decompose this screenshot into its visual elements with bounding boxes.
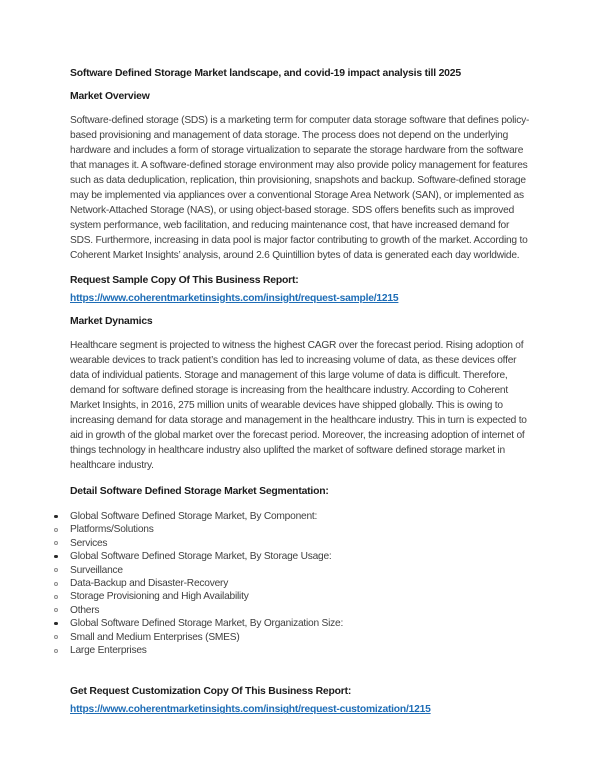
list-item	[70, 631, 534, 644]
list-item-label: Others	[70, 604, 100, 616]
list-item-label: Platforms/Solutions	[70, 524, 154, 536]
market-overview-heading: Market Overview	[70, 91, 150, 102]
bullet-hollow-icon	[54, 649, 58, 653]
customization-heading: Get Request Customization Copy Of This Business Report:	[70, 686, 352, 698]
list-item	[70, 577, 534, 590]
bullet-hollow-icon	[54, 635, 58, 639]
list-item	[70, 523, 534, 536]
bullet-filled-icon	[54, 515, 58, 519]
bullet-hollow-icon	[54, 595, 58, 599]
customization-link[interactable]: https://www.coherentmarketinsights.com/insight/request-customization/1215	[70, 704, 431, 716]
market-dynamics-paragraph: Healthcare segment is projected to witness the highest CAGR over the forecast period. Rising adoption of wearable devices to track patient’s condition has led to increasing volume of data, as these devices offer data of individual patients. Storage and management of this large volume of data is difficult. Therefore, demand for software defined storage is increasing from the healthcare industry. According to Coherent Market Insights, in 2016, 275 million units of wearable devices have shipped globally. This is owing to increasing demand for data storage and management in the healthcare industry. This in turn is expected to aid in growth of the global market over the forecast period. Moreover, the increasing adoption of internet of things technology in healthcare industry also uplifted the market of software defined storage market in healthcare industry.	[70, 340, 527, 471]
document-title: Software Defined Storage Market landscape, and covid-19 impact analysis till 2025	[70, 68, 461, 79]
list-item	[70, 604, 534, 617]
bullet-hollow-icon	[54, 528, 58, 532]
bullet-filled-icon	[54, 555, 58, 559]
market-dynamics-heading: Market Dynamics	[70, 316, 153, 327]
list-item-label: Surveillance	[70, 564, 123, 576]
bullet-hollow-icon	[54, 541, 58, 545]
list-item-label: Large Enterprises	[70, 645, 147, 657]
list-item-label: Storage Provisioning and High Availability	[70, 591, 249, 603]
bullet-hollow-icon	[54, 582, 58, 586]
list-item	[70, 644, 534, 657]
bullet-hollow-icon	[54, 608, 58, 612]
list-item-label: Global Software Defined Storage Market, By Storage Usage:	[70, 551, 332, 563]
list-item	[70, 510, 534, 523]
list-item	[70, 564, 534, 577]
segmentation-list	[70, 510, 534, 657]
list-item-label: Global Software Defined Storage Market, By Organization Size:	[70, 618, 344, 630]
list-item-label: Global Software Defined Storage Market, By Component:	[70, 511, 318, 522]
list-item-label: Services	[70, 537, 108, 549]
list-item	[70, 617, 534, 630]
list-item-label: Data-Backup and Disaster-Recovery	[70, 578, 229, 590]
request-sample-block	[70, 273, 534, 306]
bullet-hollow-icon	[54, 568, 58, 572]
customization-block	[70, 684, 534, 717]
request-sample-heading: Request Sample Copy Of This Business Report:	[70, 275, 299, 286]
request-sample-link[interactable]: https://www.coherentmarketinsights.com/insight/request-sample/1215	[70, 293, 399, 304]
list-item	[70, 550, 534, 563]
list-item	[70, 590, 534, 603]
bullet-filled-icon	[54, 622, 58, 626]
segmentation-heading: Detail Software Defined Storage Market Segmentation:	[70, 486, 329, 497]
market-overview-paragraph: Software-defined storage (SDS) is a marketing term for computer data storage software that defines policy-based provisioning and management of data storage. The process does not depend on the underlying hardware and includes a form of storage virtualization to separate the storage hardware from the software that manages it. A software-defined storage environment may also provide policy management for features such as data deduplication, replication, thin provisioning, snapshots and backup. Software-defined storage may be implemented via appliances over a conventional Storage Area Network (SAN), or implemented as Network-Attached Storage (NAS), or using object-based storage. SDS offers benefits such as improved system performance, web facilitation, and reducing maintenance cost, that have increased demand for SDS. Furthermore, increasing in data pool is major factor contributing to growth of the market. According to Coherent Market Insights’ analysis, around 2.6 Quintillion bytes of data is generated each day worldwide.	[70, 115, 530, 261]
list-item-label: Small and Medium Enterprises (SMES)	[70, 631, 240, 643]
list-item	[70, 537, 534, 550]
